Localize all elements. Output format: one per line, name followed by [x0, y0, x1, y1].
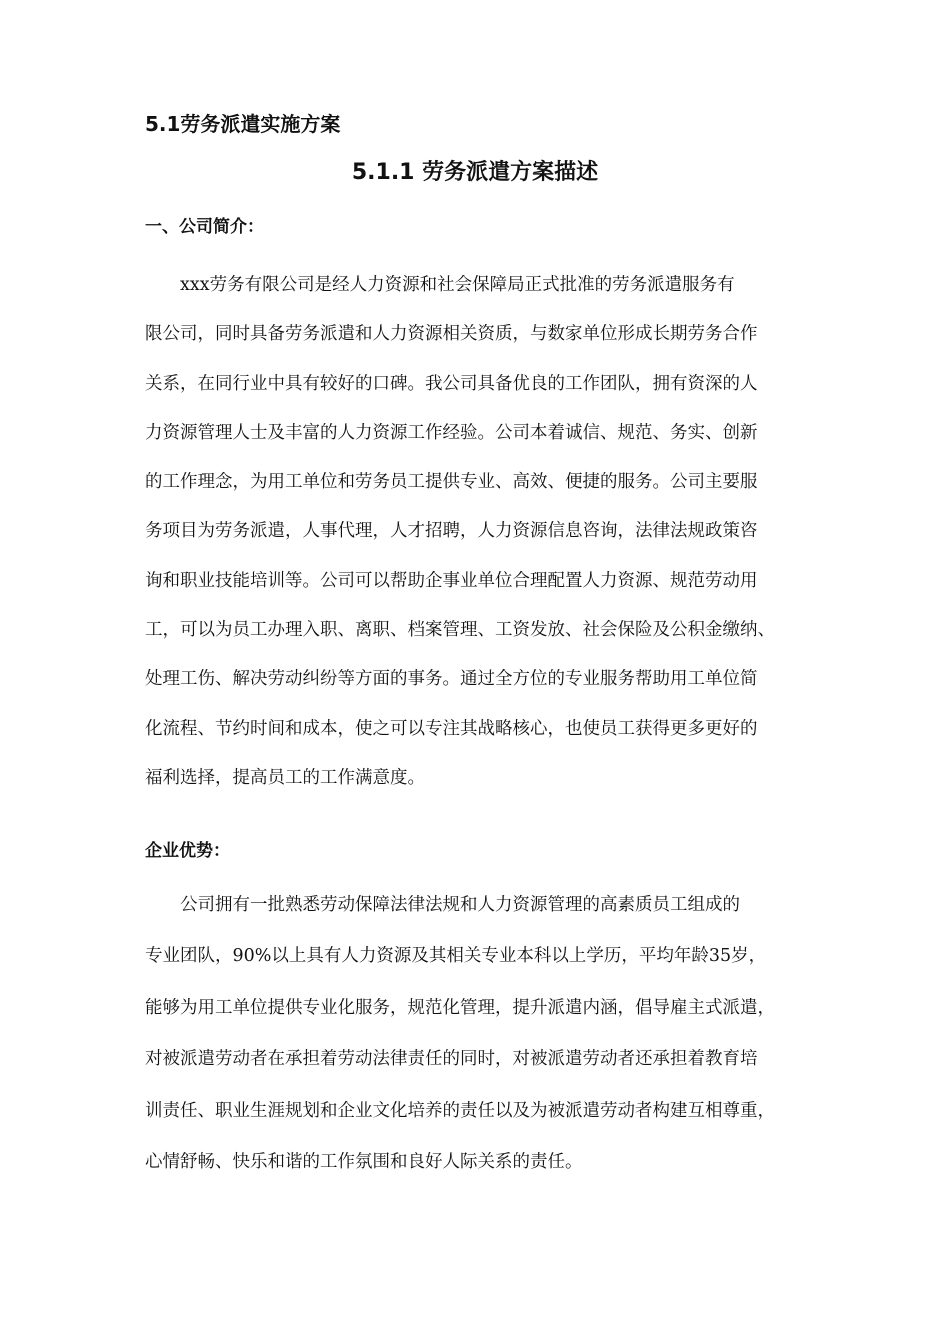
- subsection-title: 5.1.1 劳务派遣方案描述: [351, 160, 599, 185]
- paragraph-line: 力资源管理人士及丰富的人力资源工作经验。公司本着诚信、规范、务实、创新: [145, 422, 758, 443]
- paragraph-line: 的工作理念，为用工单位和劳务员工提供专业、高效、便捷的服务。公司主要服: [145, 472, 758, 493]
- intro-heading: 一、公司简介：: [145, 217, 264, 237]
- paragraph-line: 务项目为劳务派遣，人事代理，人才招聘，人力资源信息咨询，法律法规政策咨: [145, 521, 758, 542]
- paragraph-line: 能够为用工单位提供专业化服务，规范化管理，提升派遣内涵，倡导雇主式派遣，: [145, 997, 775, 1018]
- paragraph-line: 训责任、职业生涯规划和企业文化培养的责任以及为被派遣劳动者构建互相尊重，: [145, 1100, 775, 1121]
- paragraph-line: 处理工伤、解决劳动纠纷等方面的事务。通过全方位的专业服务帮助用工单位简: [145, 669, 758, 690]
- advantages-paragraph: [145, 890, 825, 1198]
- paragraph-line: 公司拥有一批熟悉劳动保障法律法规和人力资源管理的高素质员工组成的: [145, 895, 740, 915]
- paragraph-line: 心情舒畅、快乐和谐的工作氛围和良好人际关系的责任。: [145, 1151, 583, 1172]
- paragraph-line: 限公司，同时具备劳务派遣和人力资源相关资质，与数家单位形成长期劳务合作: [145, 324, 758, 345]
- advantages-heading: 企业优势：: [145, 841, 230, 861]
- section-title: 5.1劳务派遣实施方案: [145, 112, 341, 136]
- paragraph-line: 关系，在同行业中具有较好的口碑。我公司具备优良的工作团队，拥有资深的人: [145, 373, 758, 394]
- paragraph-line: 对被派遣劳动者在承担着劳动法律责任的同时，对被派遣劳动者还承担着教育培: [145, 1049, 758, 1070]
- paragraph-line: 询和职业技能培训等。公司可以帮助企事业单位合理配置人力资源、规范劳动用: [145, 570, 758, 591]
- paragraph-line: xxx劳务有限公司是经人力资源和社会保障局正式批准的劳务派遣服务有: [145, 275, 735, 295]
- paragraph-line: 工，可以为员工办理入职、离职、档案管理、工资发放、社会保险及公积金缴纳、: [145, 620, 775, 641]
- paragraph-line: 专业团队，90%以上具有人力资源及其相关专业本科以上学历，平均年龄35岁，: [145, 946, 767, 967]
- intro-paragraph: [145, 270, 825, 812]
- paragraph-line: 化流程、节约时间和成本，使之可以专注其战略核心，也使员工获得更多更好的: [145, 718, 758, 739]
- paragraph-line: 福利选择，提高员工的工作满意度。: [145, 767, 425, 788]
